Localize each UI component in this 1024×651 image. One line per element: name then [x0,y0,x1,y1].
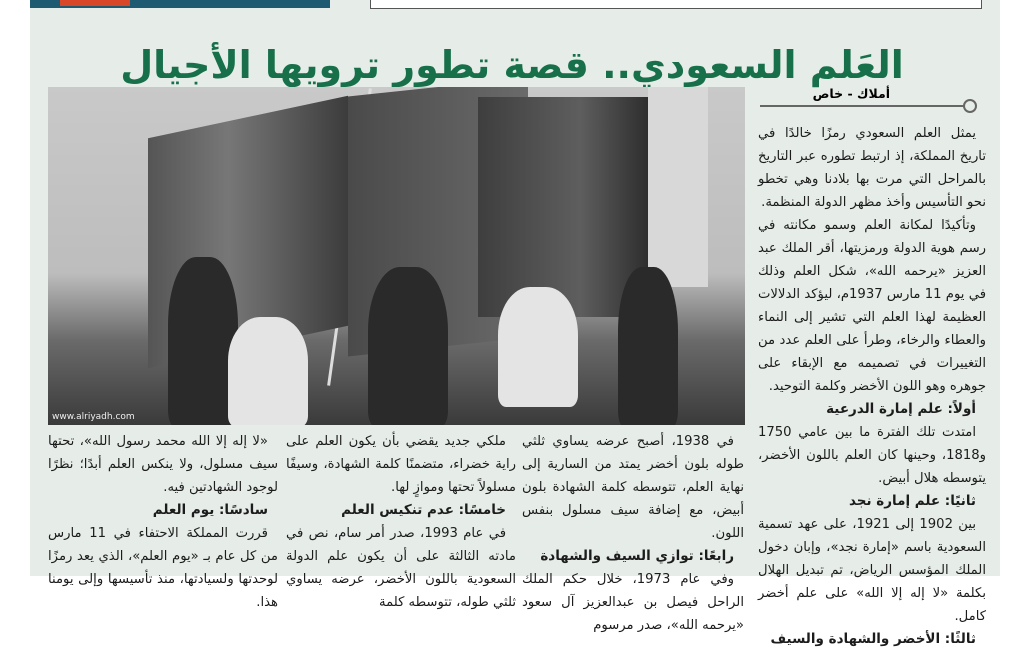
section-heading: أولاً: علم إمارة الدرعية [826,401,976,417]
column-c-text [48,430,278,614]
paragraph: «لا إله إلا الله محمد رسول الله»، تحتها سيف مسلول، ولا ينكس العلم أبدًا؛ نظرًا لوجود الشهادتين فيه. [48,434,278,495]
section-heading: ثانيًا: علم إمارة نجد [849,493,976,509]
paragraph: امتدت تلك الفترة ما بين عامي 1750 و1818، وحينها كان العلم باللون الأخضر، يتوسطه هلال أبيض. [758,425,986,486]
headline: العَلم السعودي.. قصة تطور ترويها الأجيال [120,43,904,88]
paragraph: ملكي جديد يقضي بأن يكون العلم على راية خضراء، متضمنًا كلمة الشهادة، وسيفًا مسلولاً تحتها وموازٍ لها. [286,434,516,495]
paragraph: وتأكيدًا لمكانة العلم وسمو مكانته في رسم هوية الدولة ورمزيتها، أقر الملك عبد العزيز «يرحمه الله»، شكل العلم وذلك في يوم 11 مارس 1937م، ليؤكد الدلالات العظيمة لهذا العلم التي تشير إلى النماء والعطاء والرخاء، وطرأ على العلم عدد من التغييرات في تصميمه مع الإبقاء على جوهره وهو اللون الأخضر وكلمة التوحيد. [758,218,986,394]
section-heading: رابعًا: توازي السيف والشهادة [540,548,734,564]
byline-circle-icon [963,99,977,113]
top-article-box [370,0,982,9]
paragraph: في عام 1993، صدر أمر سام، نص في مادته الثالثة على أن يكون علم الدولة السعودية باللون الأخضر، عرضه يساوي ثلثي طوله، تتوسطه كلمة [286,526,516,610]
top-banner-strip [30,0,330,8]
byline-rule [760,105,972,107]
paragraph: في 1938، أصبح عرضه يساوي ثلثي طوله بلون أخضر يمتد من السارية إلى نهاية العلم، تتوسطه كلمة الشهادة بلون أبيض، مع إضافة سيف مسلول بنفس اللون. [522,434,744,541]
article-photo-flags [48,87,745,425]
right-column-text [758,122,986,651]
column-b-text [286,430,516,614]
section-heading: خامسًا: عدم تنكيس العلم [341,502,506,518]
paragraph: بين 1902 إلى 1921، على عهد تسمية السعودية باسم «إمارة نجد»، وإبان دخول الملك المؤسس الرياض، تم تبديل الهلال بكلمة «لا إله إلا الله» على علم أخضر كامل. [758,517,986,624]
byline: أملاك - خاص [812,86,890,101]
paragraph: يمثل العلم السعودي رمزًا خالدًا في تاريخ المملكة، إذ ارتبط تطوره عبر التاريخ بالمراحل التي مرت بها بلادنا وهي تخطو نحو التأسيس وأخذ مظهر الدولة المنظمة. [758,126,986,210]
photo-watermark: www.alriyadh.com [52,412,135,422]
paragraph: وفي عام 1973، خلال حكم الملك الراحل فيصل بن عبدالعزيز آل سعود «يرحمه الله»، صدر مرسوم [522,572,744,633]
column-a-text [522,430,744,637]
section-heading: سادسًا: يوم العلم [152,502,268,518]
section-heading: ثالثًا: الأخضر والشهادة والسيف [770,631,976,647]
red-accent [60,0,130,6]
paragraph: قررت المملكة الاحتفاء في 11 مارس من كل عام بـ «يوم العلم»، الذي يعد رمزًا لوحدتها ولسيادتها، منذ تأسيسها وإلى يومنا هذا. [48,526,278,610]
